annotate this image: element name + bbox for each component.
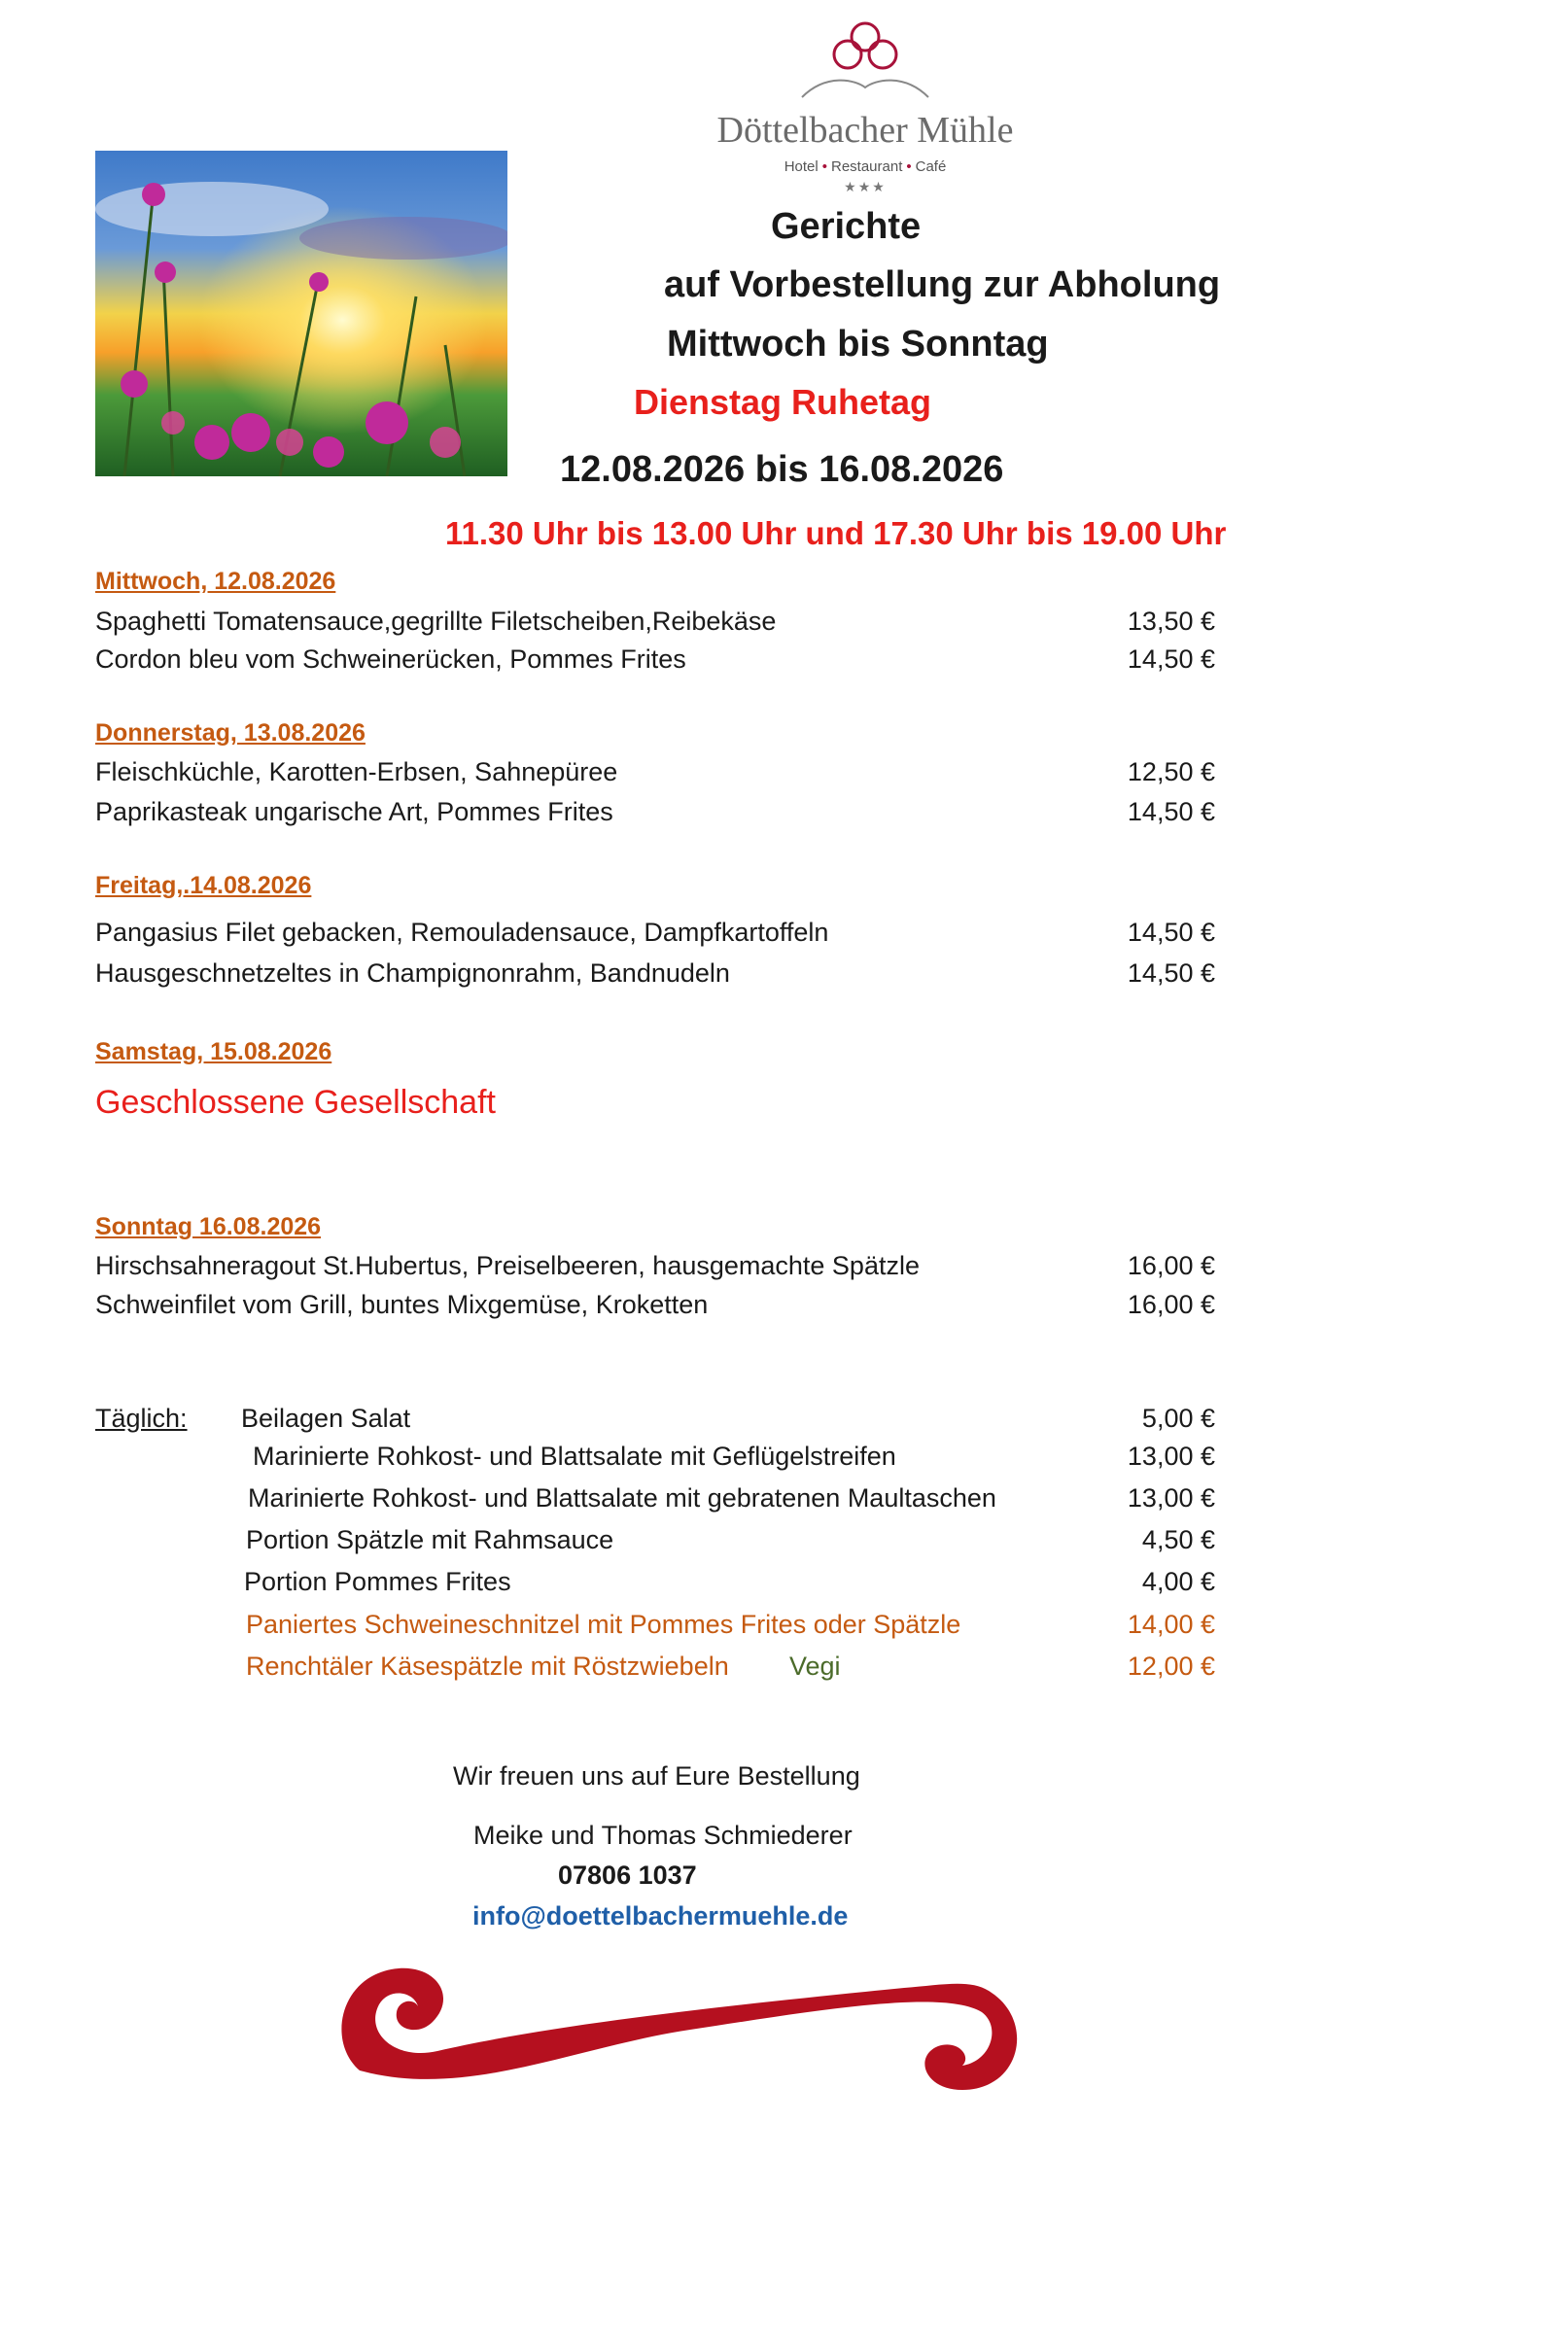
- dish-price: 14,50 €: [1127, 644, 1215, 674]
- dish-price: 16,00 €: [1127, 1290, 1215, 1319]
- owner-names: Meike und Thomas Schmiederer: [473, 1821, 853, 1850]
- vegi-tag: Vegi: [789, 1652, 841, 1681]
- title-days: Mittwoch bis Sonntag: [667, 324, 1049, 365]
- daily-dish-name: Paniertes Schweineschnitzel mit Pommes Frites oder Spätzle: [246, 1610, 961, 1639]
- daily-dish-price: 14,00 €: [1127, 1610, 1215, 1639]
- logo-sub-restaurant: Restaurant: [830, 158, 903, 175]
- daily-dish-price: 4,50 €: [1141, 1525, 1215, 1554]
- dish-price: 12,50 €: [1127, 757, 1215, 786]
- logo-rings-icon: [797, 19, 933, 109]
- daily-dish-name: Portion Pommes Frites: [244, 1567, 511, 1596]
- dish-name: Paprikasteak ungarische Art, Pommes Frites: [95, 797, 613, 826]
- closed-day-notice: Dienstag Ruhetag: [634, 382, 932, 422]
- daily-dish-name: Marinierte Rohkost- und Blattsalate mit gebratenen Maultaschen: [248, 1483, 996, 1513]
- phone-number[interactable]: 07806 1037: [558, 1861, 697, 1890]
- decorative-swirl: [321, 1944, 1069, 2119]
- title-gerichte: Gerichte: [771, 206, 922, 247]
- daily-dish-name: Marinierte Rohkost- und Blattsalate mit Geflügelstreifen: [253, 1442, 896, 1471]
- logo-name: Döttelbacher Mühle: [716, 110, 1014, 151]
- restaurant-logo: [671, 19, 1060, 204]
- logo-stars: ★★★: [844, 179, 887, 194]
- order-thanks: Wir freuen uns auf Eure Bestellung: [453, 1761, 860, 1791]
- dish-name: Hirschsahneragout St.Hubertus, Preiselbeeren, hausgemachte Spätzle: [95, 1251, 920, 1280]
- logo-subtitle: Hotel • Restaurant • Café: [784, 158, 947, 175]
- day-heading-samstag: Samstag, 15.08.2026: [95, 1038, 332, 1065]
- dish-price: 13,50 €: [1127, 607, 1215, 636]
- dish-name: Spaghetti Tomatensauce,gegrillte Filetscheiben,Reibekäse: [95, 607, 777, 636]
- daily-dish-price: 13,00 €: [1127, 1442, 1215, 1471]
- day-heading-sonntag: Sonntag 16.08.2026: [95, 1213, 322, 1240]
- dish-name: Fleischküchle, Karotten-Erbsen, Sahnepüree: [95, 757, 618, 786]
- dish-price: 14,50 €: [1127, 918, 1215, 947]
- logo-sub-hotel: Hotel: [784, 158, 819, 175]
- day-heading-mittwoch: Mittwoch, 12.08.2026: [95, 568, 336, 595]
- day-heading-donnerstag: Donnerstag, 13.08.2026: [95, 719, 366, 747]
- date-range: 12.08.2026 bis 16.08.2026: [560, 449, 1004, 490]
- daily-dish-name: Beilagen Salat: [241, 1404, 411, 1433]
- dish-name: Hausgeschnetzeltes in Champignonrahm, Bandnudeln: [95, 958, 730, 988]
- dish-name: Cordon bleu vom Schweinerücken, Pommes Frites: [95, 644, 686, 674]
- opening-hours: 11.30 Uhr bis 13.00 Uhr und 17.30 Uhr bis 19.00 Uhr: [445, 515, 1227, 551]
- daily-dish-name: Renchtäler Käsespätzle mit Röstzwiebeln: [246, 1652, 729, 1681]
- title-vorbestellung: auf Vorbestellung zur Abholung: [664, 264, 1221, 305]
- sunset-flowers-photo: [95, 151, 507, 476]
- dish-price: 16,00 €: [1127, 1251, 1215, 1280]
- daily-dish-price: 5,00 €: [1141, 1404, 1215, 1433]
- dish-price: 14,50 €: [1127, 797, 1215, 826]
- dish-name: Schweinfilet vom Grill, buntes Mixgemüse, Kroketten: [95, 1290, 709, 1319]
- closed-event-notice: Geschlossene Gesellschaft: [95, 1084, 496, 1121]
- daily-dish-price: 13,00 €: [1127, 1483, 1215, 1513]
- email-link[interactable]: info@doettelbachermuehle.de: [472, 1901, 849, 1931]
- logo-sub-cafe: Café: [915, 158, 947, 175]
- daily-label: Täglich:: [95, 1404, 188, 1433]
- dish-name: Pangasius Filet gebacken, Remouladensauce, Dampfkartoffeln: [95, 918, 829, 947]
- dish-price: 14,50 €: [1127, 958, 1215, 988]
- daily-dish-name: Portion Spätzle mit Rahmsauce: [246, 1525, 614, 1554]
- daily-dish-price: 4,00 €: [1141, 1567, 1215, 1596]
- daily-dish-price: 12,00 €: [1127, 1652, 1215, 1681]
- day-heading-freitag: Freitag,.14.08.2026: [95, 872, 312, 899]
